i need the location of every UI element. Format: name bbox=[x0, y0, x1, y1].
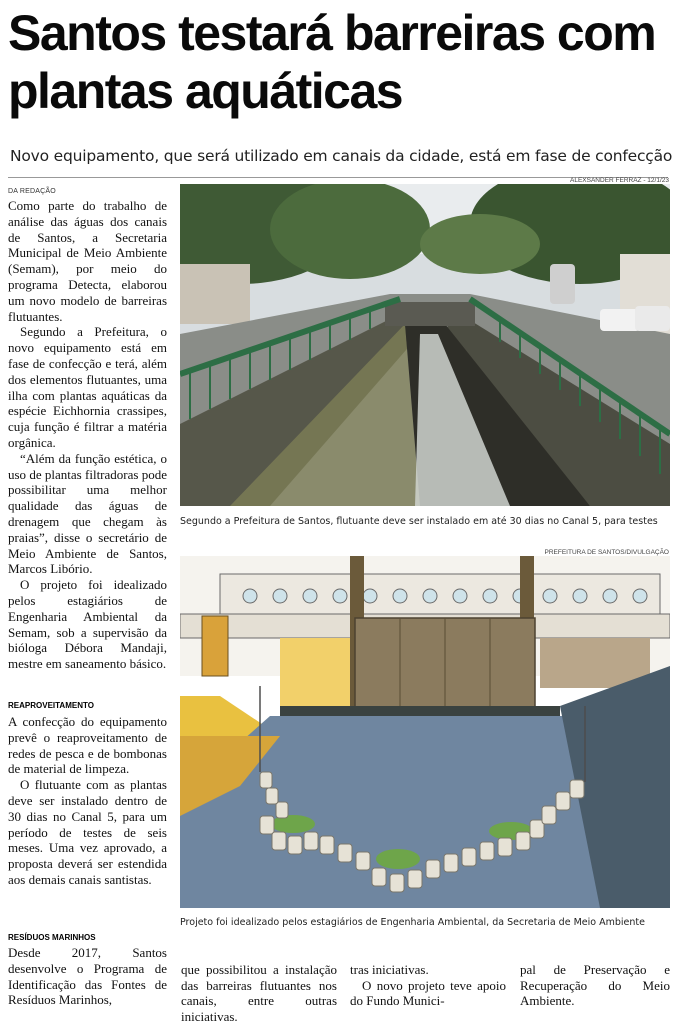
photo-credit: ALEXSANDER FERRAZ - 12/1/23 bbox=[570, 177, 669, 184]
paragraph: Segundo a Prefeitura, o novo equipamento está em fase de confecção e terá, além dos elementos flutuantes, uma ilha com plantas aquáticas da espécie Eichhornia crassipes, cuja função é filtrar a matéria orgânica. bbox=[8, 324, 167, 450]
paragraph: O projeto foi idealizado pelos estagiários de Engenharia Ambiental da Semam, sob a supervisão da bióloga Débora Mandaji, mestre em saneamento básico. bbox=[8, 577, 167, 672]
byline: DA REDAÇÃO bbox=[8, 188, 56, 195]
subheadline: Novo equipamento, que será utilizado em canais da cidade, está em fase de confecção bbox=[10, 147, 673, 165]
paragraph: que possibilitou a instalação das barreiras flutuantes nos canais, entre outras iniciativas. bbox=[181, 962, 337, 1024]
barrier-illustration bbox=[180, 556, 670, 908]
illustration-caption: Projeto foi idealizado pelos estagiários de Engenharia Ambiental, da Secretaria de Meio Ambiente bbox=[180, 917, 645, 928]
paragraph: O novo projeto teve apoio do Fundo Munici- bbox=[350, 977, 506, 1008]
paragraph: tras iniciativas. bbox=[350, 962, 429, 977]
illustration-credit: PREFEITURA DE SANTOS/DIVULGAÇÃO bbox=[544, 549, 669, 556]
section-heading-reaproveitamento: REAPROVEITAMENTO bbox=[8, 701, 94, 710]
bottom-column-4 bbox=[520, 962, 670, 1009]
bottom-column-3 bbox=[350, 962, 506, 1009]
bottom-column-2 bbox=[181, 962, 337, 1024]
article-body-column bbox=[8, 198, 167, 672]
canal-photo bbox=[180, 184, 670, 506]
paragraph: A confecção do equipamento prevê o reaproveitamento de redes de pesca e de bombonas de material de limpeza. bbox=[8, 714, 167, 777]
paragraph: Desde 2017, Santos desenvolve o Programa de Identificação das Fontes de Resíduos Marinhos, bbox=[8, 945, 167, 1008]
paragraph: Como parte do trabalho de análise das águas dos canais de Santos, a Secretaria Municipal de Meio Ambiente (Semam), por meio do programa Detecta, elaborou um novo modelo de barreiras flutuantes. bbox=[8, 198, 167, 324]
paragraph: pal de Preservação e Recuperação do Meio Ambiente. bbox=[520, 962, 670, 1008]
paragraph: O flutuante com as plantas deve ser instalado dentro de 30 dias no Canal 5, para um período de testes de seis meses. Uma vez aprovado, a proposta deverá ser estendida aos demais canais santistas. bbox=[8, 777, 167, 887]
bottom-column-1 bbox=[8, 945, 167, 1008]
headline: Santos testará barreiras com plantas aquáticas bbox=[8, 5, 656, 119]
section-body bbox=[8, 714, 167, 888]
paragraph: “Além da função estética, o uso de plantas filtradoras pode possibilitar uma melhor qualidade das águas de drenagem que chegam às praias”, disse o secretário de Meio Ambiente de Santos, Marcos Libório. bbox=[8, 450, 167, 577]
photo-caption: Segundo a Prefeitura de Santos, flutuante deve ser instalado em até 30 dias no Canal 5, para testes bbox=[180, 516, 658, 527]
divider bbox=[8, 177, 668, 178]
section-heading-residuos: RESÍDUOS MARINHOS bbox=[8, 933, 96, 942]
